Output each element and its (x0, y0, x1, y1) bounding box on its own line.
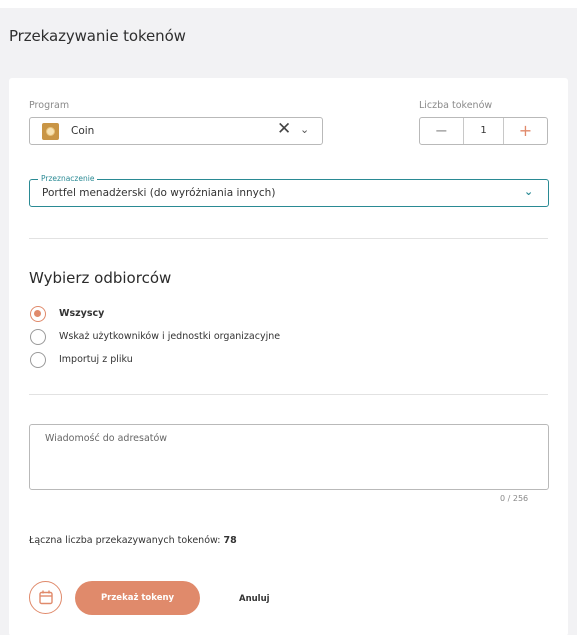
coin-icon (42, 123, 59, 140)
plus-icon: + (518, 121, 533, 140)
chevron-down-icon[interactable]: ⌄ (300, 123, 310, 136)
message-placeholder: Wiadomość do adresatów (45, 433, 168, 444)
program-label: Program (29, 100, 70, 111)
program-value: Coin (71, 125, 95, 137)
divider (29, 394, 548, 395)
submit-transfer-button[interactable]: Przekaż tokeny (75, 581, 200, 615)
page-background (0, 8, 577, 635)
tokens-label: Liczba tokenów (419, 100, 493, 111)
radio-button[interactable] (30, 306, 46, 322)
increment-button[interactable] (503, 118, 547, 144)
chevron-down-icon[interactable]: ⌄ (524, 185, 534, 198)
radio-button[interactable] (30, 329, 46, 345)
decrement-button[interactable] (420, 118, 464, 144)
tokens-value[interactable]: 1 (480, 125, 487, 136)
cancel-button[interactable]: Anuluj (239, 594, 270, 604)
message-textarea[interactable] (29, 424, 549, 490)
radio-button[interactable] (30, 352, 46, 368)
page-title: Przekazywanie tokenów (9, 27, 186, 45)
total-tokens (29, 535, 237, 546)
character-counter: 0 / 256 (500, 494, 529, 503)
divider (29, 238, 548, 239)
total-tokens-label: Łączna liczba przekazywanych tokenów: (29, 535, 221, 546)
radio-label: Wszyscy (59, 308, 105, 319)
destination-legend: Przeznaczenie (38, 174, 97, 183)
close-icon[interactable]: ✕ (277, 119, 292, 139)
tokens-stepper[interactable] (419, 117, 548, 145)
radio-label: Importuj z pliku (59, 354, 133, 365)
schedule-button[interactable] (29, 581, 62, 614)
radio-label: Wskaż użytkowników i jednostki organizacyjne (59, 331, 281, 342)
calendar-icon (39, 590, 53, 605)
program-select[interactable] (29, 117, 323, 145)
destination-select[interactable] (29, 174, 549, 207)
recipients-title: Wybierz odbiorców (29, 269, 172, 287)
total-tokens-value: 78 (223, 535, 237, 546)
destination-value: Portfel menadżerski (do wyróżniania innych) (42, 187, 276, 199)
transfer-form-card (9, 78, 568, 636)
minus-icon: − (434, 121, 449, 140)
